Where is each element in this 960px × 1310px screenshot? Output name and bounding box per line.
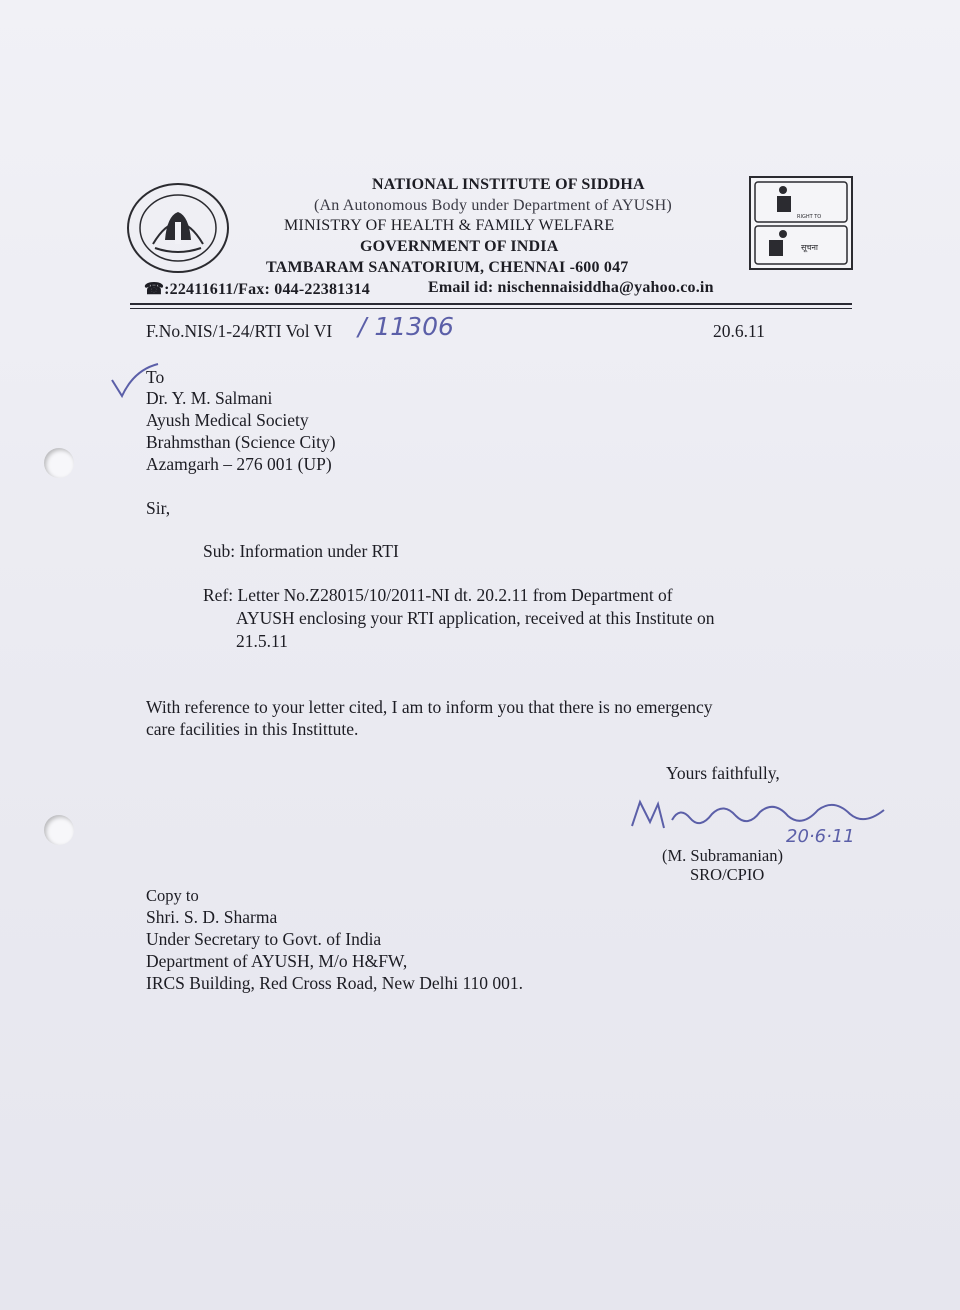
institute-address: TAMBARAM SANATORIUM, CHENNAI -600 047	[266, 259, 629, 276]
handwritten-number: / 11306	[358, 312, 454, 341]
copy-to-label: Copy to	[146, 886, 199, 905]
copy-to-line: Under Secretary to Govt. of India	[146, 929, 382, 949]
signatory-name: (M. Subramanian)	[662, 846, 783, 865]
autonomous-line: (An Autonomous Body under Department of AYUSH)	[314, 197, 672, 214]
salutation: Sir,	[146, 498, 171, 518]
addressee-line: Ayush Medical Society	[146, 410, 309, 430]
copy-to-line: Department of AYUSH, M/o H&FW,	[146, 951, 408, 971]
file-number: F.No.NIS/1-24/RTI Vol VI	[146, 321, 333, 341]
punch-hole-bottom	[44, 815, 74, 845]
header-rule-top	[130, 303, 852, 305]
copy-to-line: Shri. S. D. Sharma	[146, 907, 278, 927]
addressee-line: Dr. Y. M. Salmani	[146, 388, 273, 408]
svg-text:सूचना: सूचना	[801, 243, 818, 252]
institute-seal-logo	[125, 182, 231, 274]
reference-line-3: 21.5.11	[236, 631, 288, 651]
reference-line-2: AYUSH enclosing your RTI application, received at this Institute on	[236, 608, 715, 628]
to-label: To	[146, 367, 165, 387]
body-line-1: With reference to your letter cited, I am to inform you that there is no emergency	[146, 697, 713, 717]
letter-date: 20.6.11	[713, 321, 765, 341]
signatory-designation: SRO/CPIO	[690, 865, 765, 884]
addressee-line: Azamgarh – 276 001 (UP)	[146, 454, 332, 474]
svg-text:RIGHT TO: RIGHT TO	[797, 214, 822, 220]
yours-faithfully: Yours faithfully,	[666, 763, 780, 783]
signature-date: 20·6·11	[786, 826, 855, 847]
header-rule-bottom	[130, 308, 852, 309]
rti-logo	[749, 176, 853, 270]
phone-fax: ☎:22411611/Fax: 044-22381314	[144, 281, 370, 298]
copy-to-line: IRCS Building, Red Cross Road, New Delhi 110 001.	[146, 973, 524, 993]
institute-name: NATIONAL INSTITUTE OF SIDDHA	[372, 176, 645, 193]
punch-hole-top	[44, 448, 74, 478]
body-line-2: care facilities in this Instittute.	[146, 719, 359, 739]
reference-line-1: Ref: Letter No.Z28015/10/2011-NI dt. 20.2.11 from Department of	[203, 585, 673, 605]
subject-line: Sub: Information under RTI	[203, 541, 399, 561]
email-line: Email id: nischennaisiddha@yahoo.co.in	[428, 279, 714, 296]
ministry-line: MINISTRY OF HEALTH & FAMILY WELFARE	[284, 217, 615, 234]
government-line: GOVERNMENT OF INDIA	[360, 238, 559, 255]
addressee-line: Brahmsthan (Science City)	[146, 432, 336, 452]
